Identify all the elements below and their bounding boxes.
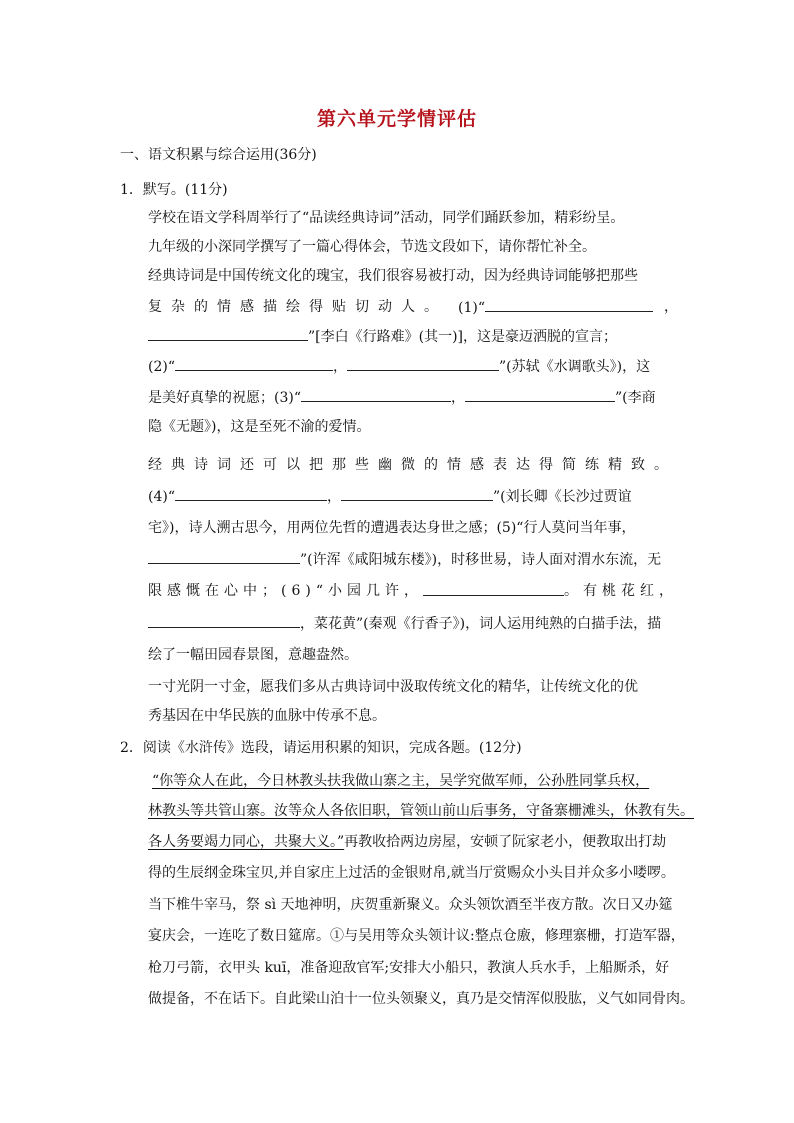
intro-line-1: 学校在语文学科周举行了“品读经典诗词”活动，同学们踊跃参加，精彩纷呈。 <box>148 210 625 226</box>
answer-blank-5[interactable] <box>148 549 300 564</box>
text-span: ， <box>451 390 465 406</box>
answer-blank-6a[interactable] <box>423 581 564 596</box>
text-span: ， <box>327 489 341 505</box>
blank-group <box>458 297 653 318</box>
passage-line-4: 得的生辰纲金珠宝贝,并自家庄上过活的金银财帛,就当厅赏赐众小头目并众多小喽啰。 <box>148 865 675 881</box>
section-heading: 一、语文积累与综合运用(36分) <box>120 147 317 163</box>
paragraph-3-line-2: 秀基因在中华民族的血脉中传承不息。 <box>148 708 386 724</box>
text-span: (2)“ <box>148 359 175 375</box>
paragraph-3-line-1: 一寸光阴一寸金，愿我们多从古典诗词中汲取传统文化的精华，让传统文化的优 <box>148 679 638 695</box>
paragraph-1-line-2 <box>148 297 678 318</box>
passage-line-3 <box>148 832 678 852</box>
text-span: ”(李商 <box>615 390 656 406</box>
paragraph-2-line-4 <box>148 549 678 570</box>
text-span: 再教收拾两边房屋，安顿了阮家老小，便教取出打劫 <box>344 834 667 850</box>
paragraph-2-line-2 <box>148 486 678 507</box>
passage-line-1: “你等众人在此，今日林教头扶我做山寨之主，吴学究做军师，公孙胜同掌兵权， <box>152 773 650 789</box>
passage-line-5: 当下椎牛宰马，祭 sì 天地神明，庆贺重新聚义。众头领饮酒至半夜方散。次日又办筵 <box>148 897 673 913</box>
paragraph-1-line-6: 隐《无题》)，这是至死不渝的爱情。 <box>148 419 371 435</box>
paragraph-1-line-3 <box>148 326 678 347</box>
text-span: 。有桃花红， <box>564 583 678 599</box>
text-span: ”(苏轼《水调歌头》)，这 <box>499 359 651 375</box>
paragraph-2-line-6 <box>148 613 678 634</box>
passage-line-6: 宴庆会，一连吃了数日筵席。①与吴用等众头领计议:整点仓廒，修理寨栅，打造军器， <box>148 928 685 944</box>
answer-blank-4a[interactable] <box>175 486 327 501</box>
paragraph-2-line-1: 经典诗词还可以把那些幽微的情感表达得简练精致。 <box>148 457 677 473</box>
text-span: ，菜花黄”(秦观《行香子》)，词人运用纯熟的白描手法，描 <box>300 616 662 632</box>
passage-line-2: 林教头等共管山寨。汝等众人各依旧职，管领山前山后事务，守备寨栅滩头，休教有失。 <box>148 803 694 819</box>
question-1-label: 1．默写。(11分) <box>120 182 228 198</box>
text-span: ， <box>333 359 347 375</box>
paragraph-1-line-1: 经典诗词是中国传统文化的瑰宝，我们很容易被打动，因为经典诗词能够把那些 <box>148 268 638 284</box>
answer-blank-6b[interactable] <box>148 613 300 628</box>
text-span: 复杂的情感描绘得贴切动人。 <box>148 299 447 315</box>
text-span: 各人务要竭力同心，共聚大义。” <box>148 834 345 850</box>
question-2-label: 2．阅读《水浒传》选段，请运用积累的知识，完成各题。(12分) <box>120 740 522 756</box>
text-span: (4)“ <box>148 489 175 505</box>
text-span: ”(许浑《咸阳城东楼》)，时移世易，诗人面对渭水东流，无 <box>300 552 662 568</box>
paragraph-1-line-5 <box>148 387 678 408</box>
answer-blank-3a[interactable] <box>301 387 451 402</box>
answer-blank-4b[interactable] <box>341 486 493 501</box>
passage-line-8: 做提备，不在话下。自此梁山泊十一位头领聚义，真乃是交情浑似股肱，义气如同骨肉。 <box>148 991 694 1007</box>
text-span: 限感慨在心中；(6)“小园几许， <box>148 583 423 599</box>
answer-blank-1a[interactable] <box>485 297 653 312</box>
answer-blank-3b[interactable] <box>465 387 615 402</box>
text-span: (1)“ <box>458 300 485 316</box>
page-title: 第六单元学情评估 <box>316 108 477 130</box>
paragraph-1-line-4 <box>148 356 678 377</box>
paragraph-2-line-5 <box>148 581 678 601</box>
text-span: ”(刘长卿《长沙过贾谊 <box>493 489 632 505</box>
passage-line-7: 枪刀弓箭，衣甲头 kuī，准备迎敌官军;安排大小船只，教演人兵水手，上船厮杀，好 <box>148 960 670 976</box>
intro-line-2: 九年级的小深同学撰写了一篇心得体会，节选文段如下，请你帮忙补全。 <box>148 239 596 255</box>
answer-blank-2b[interactable] <box>347 356 499 371</box>
text-span: 是美好真挚的祝愿；(3)“ <box>148 390 301 406</box>
answer-blank-2a[interactable] <box>175 356 333 371</box>
text-span: ”[李白《行路难》(其一)]，这是豪迈洒脱的宣言； <box>308 329 618 345</box>
text-span: ， <box>664 299 678 315</box>
answer-blank-1b[interactable] <box>148 326 308 341</box>
paragraph-2-line-7: 绘了一幅田园春景图，意趣盎然。 <box>148 647 358 663</box>
paragraph-2-line-3: 宅》)，诗人溯古思今，用两位先哲的遭遇表达身世之感；(5)“行人莫问当年事， <box>148 520 636 536</box>
